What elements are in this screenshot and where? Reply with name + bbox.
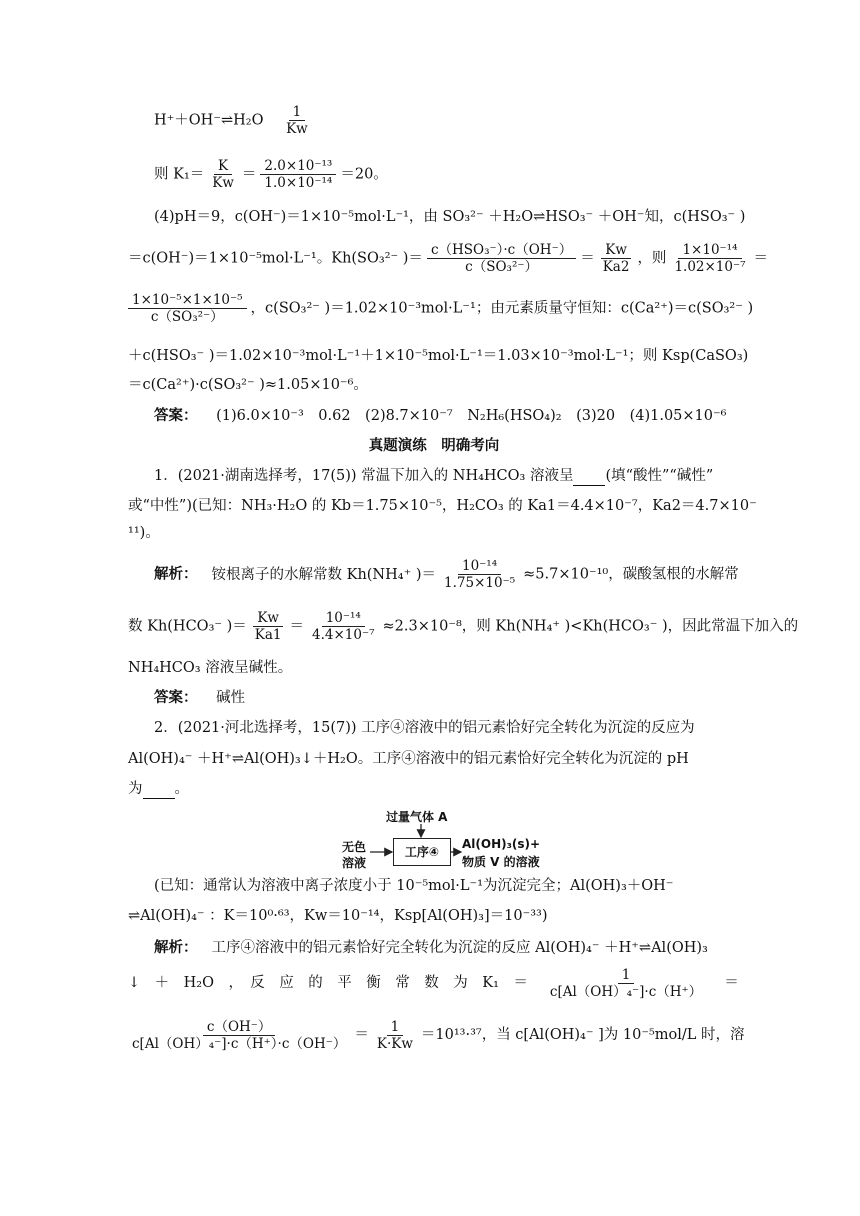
question-1-line2: 或“中性”)(已知：NH₃·H₂O 的 Kb＝1.75×10⁻⁵，H₂CO₃ 的 Ka1＝4.4×10⁻⁷，Ka2＝4.7×10⁻: [128, 498, 757, 514]
text: ＝c(OH⁻)＝1×10⁻⁵mol·L⁻¹。Kh(SO₃²⁻ )＝: [128, 250, 423, 267]
text: ↓ ＋ H₂O ， 反 应 的 平 衡 常 数 为 K₁ ＝: [128, 975, 528, 991]
process-box: 工序④: [393, 838, 451, 866]
answer-blank[interactable]: [573, 471, 605, 486]
answer-text: 碱性: [216, 690, 246, 706]
text: 铵根离子的水解常数 Kh(NH₄⁺ )＝: [211, 566, 437, 583]
fraction-1-over-kw: $\frac{1}{Kw}$: [286, 104, 308, 137]
text: ≈5.7×10⁻¹⁰，碳酸氢根的水解常: [523, 566, 739, 583]
fraction-1-over-k-kw: $\frac{1}{K\cdot Kw}$: [376, 1018, 413, 1052]
input-label-1: 无色: [342, 840, 367, 854]
question-1-line3: ¹¹)。: [128, 525, 160, 541]
fraction-kh-nh4: $\frac{\text{10⁻¹⁴}}{\text{1.75×10⁻⁵}}$: [444, 558, 516, 591]
fraction-kw-ka1: $\frac{Kw}{Ka1}$: [254, 610, 282, 643]
part4-line1: (4)pH＝9，c(OH⁻)＝1×10⁻⁵mol·L⁻¹，由 SO₃²⁻ ＋H₂O⇌HSO₃⁻ ＋OH⁻知，c(HSO₃⁻ ): [154, 209, 746, 225]
text: ＝: [580, 250, 595, 267]
answer-blank[interactable]: [143, 784, 175, 799]
k1-calculation: [154, 158, 740, 191]
fraction-kw-ka2: $\frac{Kw}{Ka2}$: [602, 242, 630, 275]
fraction-k1: $\frac{1}{\text{c[Al（OH）₄⁻]·c（H⁺）}}$: [549, 966, 703, 1000]
solution-1-line2: [128, 610, 799, 643]
text: ＝: [354, 1027, 369, 1043]
text: 数 Kh(HCO₃⁻ )＝: [128, 618, 247, 635]
question-2-line1: 2．(2021·河北选择考，15(7)) 工序④溶液中的铝元素恰好完全转化为沉淀的反应为: [154, 720, 695, 736]
text: 工序④溶液中的铝元素恰好完全转化为沉淀的反应 Al(OH)₄⁻ ＋H⁺⇌Al(OH)₃: [211, 940, 708, 956]
text: 1．(2021·湖南选择考，17(5)) 常温下加入的 NH₄HCO₃ 溶液呈: [154, 468, 574, 484]
solution-2-line2: [128, 966, 740, 1000]
question-2-line2: Al(OH)₄⁻ ＋H⁺⇌Al(OH)₃↓＋H₂O。工序④溶液中的铝元素恰好完全转化为沉淀的 pH: [128, 751, 689, 767]
text: ，则: [637, 250, 667, 267]
part4-line4: ＋c(HSO₃⁻ )＝1.02×10⁻³mol·L⁻¹＋1×10⁻⁵mol·L⁻¹＝1.03×10⁻³mol·L⁻¹；则 Ksp(CaSO₃): [128, 348, 749, 364]
answer-label: 答案：: [154, 407, 198, 424]
solution-2-line3: [128, 1018, 745, 1052]
output-label-1: Al(OH)₃(s)+: [462, 837, 541, 851]
part4-line3: [128, 292, 754, 325]
known-line2: ⇌Al(OH)₄⁻ ：K＝10⁰·⁶³，Kw＝10⁻¹⁴，Ksp[Al(OH)₃]＝10⁻³³): [128, 908, 548, 924]
fraction-so3: $\frac{\text{1×10⁻⁵×1×10⁻⁵}}{\text{c（SO₃²⁻）}}$: [128, 292, 247, 325]
text: ≈2.3×10⁻⁸，则 Kh(NH₄⁺ )<Kh(HCO₃⁻ )，因此常温下加入的: [382, 618, 799, 635]
solution-label: 解析：: [154, 939, 198, 956]
answer-label: 答案：: [154, 689, 198, 706]
fraction-kh: $\frac{\text{c（HSO₃⁻）·c（OH⁻）}}{\text{c（SO₃²⁻）}}$: [427, 242, 576, 275]
solution-label: 解析：: [154, 565, 198, 583]
solution-2-line1: [154, 938, 740, 958]
question-2-line3: [128, 779, 740, 799]
equation-water: [154, 104, 740, 137]
text: ＝20。: [340, 166, 388, 183]
text: ，c(SO₃²⁻ )＝1.02×10⁻³mol·L⁻¹；由元素质量守恒知：c(Ca²⁺)＝c(SO₃²⁻ ): [250, 300, 754, 317]
fraction-values: $\frac{\text{2.0×10⁻¹³}}{\text{1.0×10⁻¹⁴}}$: [260, 158, 336, 191]
solution-1-line1: [154, 558, 740, 590]
fraction-values-2: $\frac{\text{1×10⁻¹⁴}}{\text{1.02×10⁻⁷}}$: [674, 242, 746, 275]
text: 为: [128, 781, 143, 797]
text: 则 K₁＝: [154, 166, 205, 183]
text: ＝: [753, 250, 769, 267]
text: ＝10¹³·³⁷，当 c[Al(OH)₄⁻ ]为 10⁻⁵mol/L 时，溶: [420, 1027, 745, 1043]
part4-line5: ＝c(Ca²⁺)·c(SO₃²⁻ )≈1.05×10⁻⁶。: [128, 377, 368, 393]
output-label-2: 物质 V 的溶液: [462, 855, 540, 869]
fraction-k-over-kw: $\frac{K}{Kw}$: [212, 158, 234, 191]
known-line1: (已知：通常认为溶液中离子浓度小于 10⁻⁵mol·L⁻¹为沉淀完全；Al(OH)₃＋OH⁻: [154, 878, 674, 894]
equation-text: H⁺＋OH⁻⇌H₂O: [154, 112, 264, 129]
section-title: 真题演练 明确考向: [368, 437, 500, 454]
answer-1: [154, 406, 740, 426]
text: ＝: [289, 618, 305, 635]
fraction-expanded: $\frac{c(OH^-)}{\text{c[Al（OH）₄⁻]·c（H⁺）·c（OH⁻）}}$: [132, 1018, 347, 1052]
text: (填“酸性”“碱性”: [605, 468, 714, 484]
question-1-line1: [154, 466, 740, 486]
text: 。: [174, 781, 189, 797]
gas-label: 过量气体 A: [386, 810, 448, 824]
process-diagram: [340, 808, 570, 872]
part4-line2: [128, 242, 769, 275]
text: ＝: [724, 975, 739, 991]
input-label-2: 溶液: [342, 856, 367, 870]
answer-text: (1)6.0×10⁻³ 0.62 (2)8.7×10⁻⁷ N₂H₆(HSO₄)₂ (3)20 (4)1.05×10⁻⁶: [216, 408, 727, 424]
text: ＝: [241, 166, 257, 183]
solution-1-line3: NH₄HCO₃ 溶液呈碱性。: [128, 660, 293, 676]
answer-2: [154, 688, 740, 708]
fraction-kh-hco3: $\frac{\text{10⁻¹⁴}}{\text{4.4×10⁻⁷}}$: [312, 610, 375, 643]
